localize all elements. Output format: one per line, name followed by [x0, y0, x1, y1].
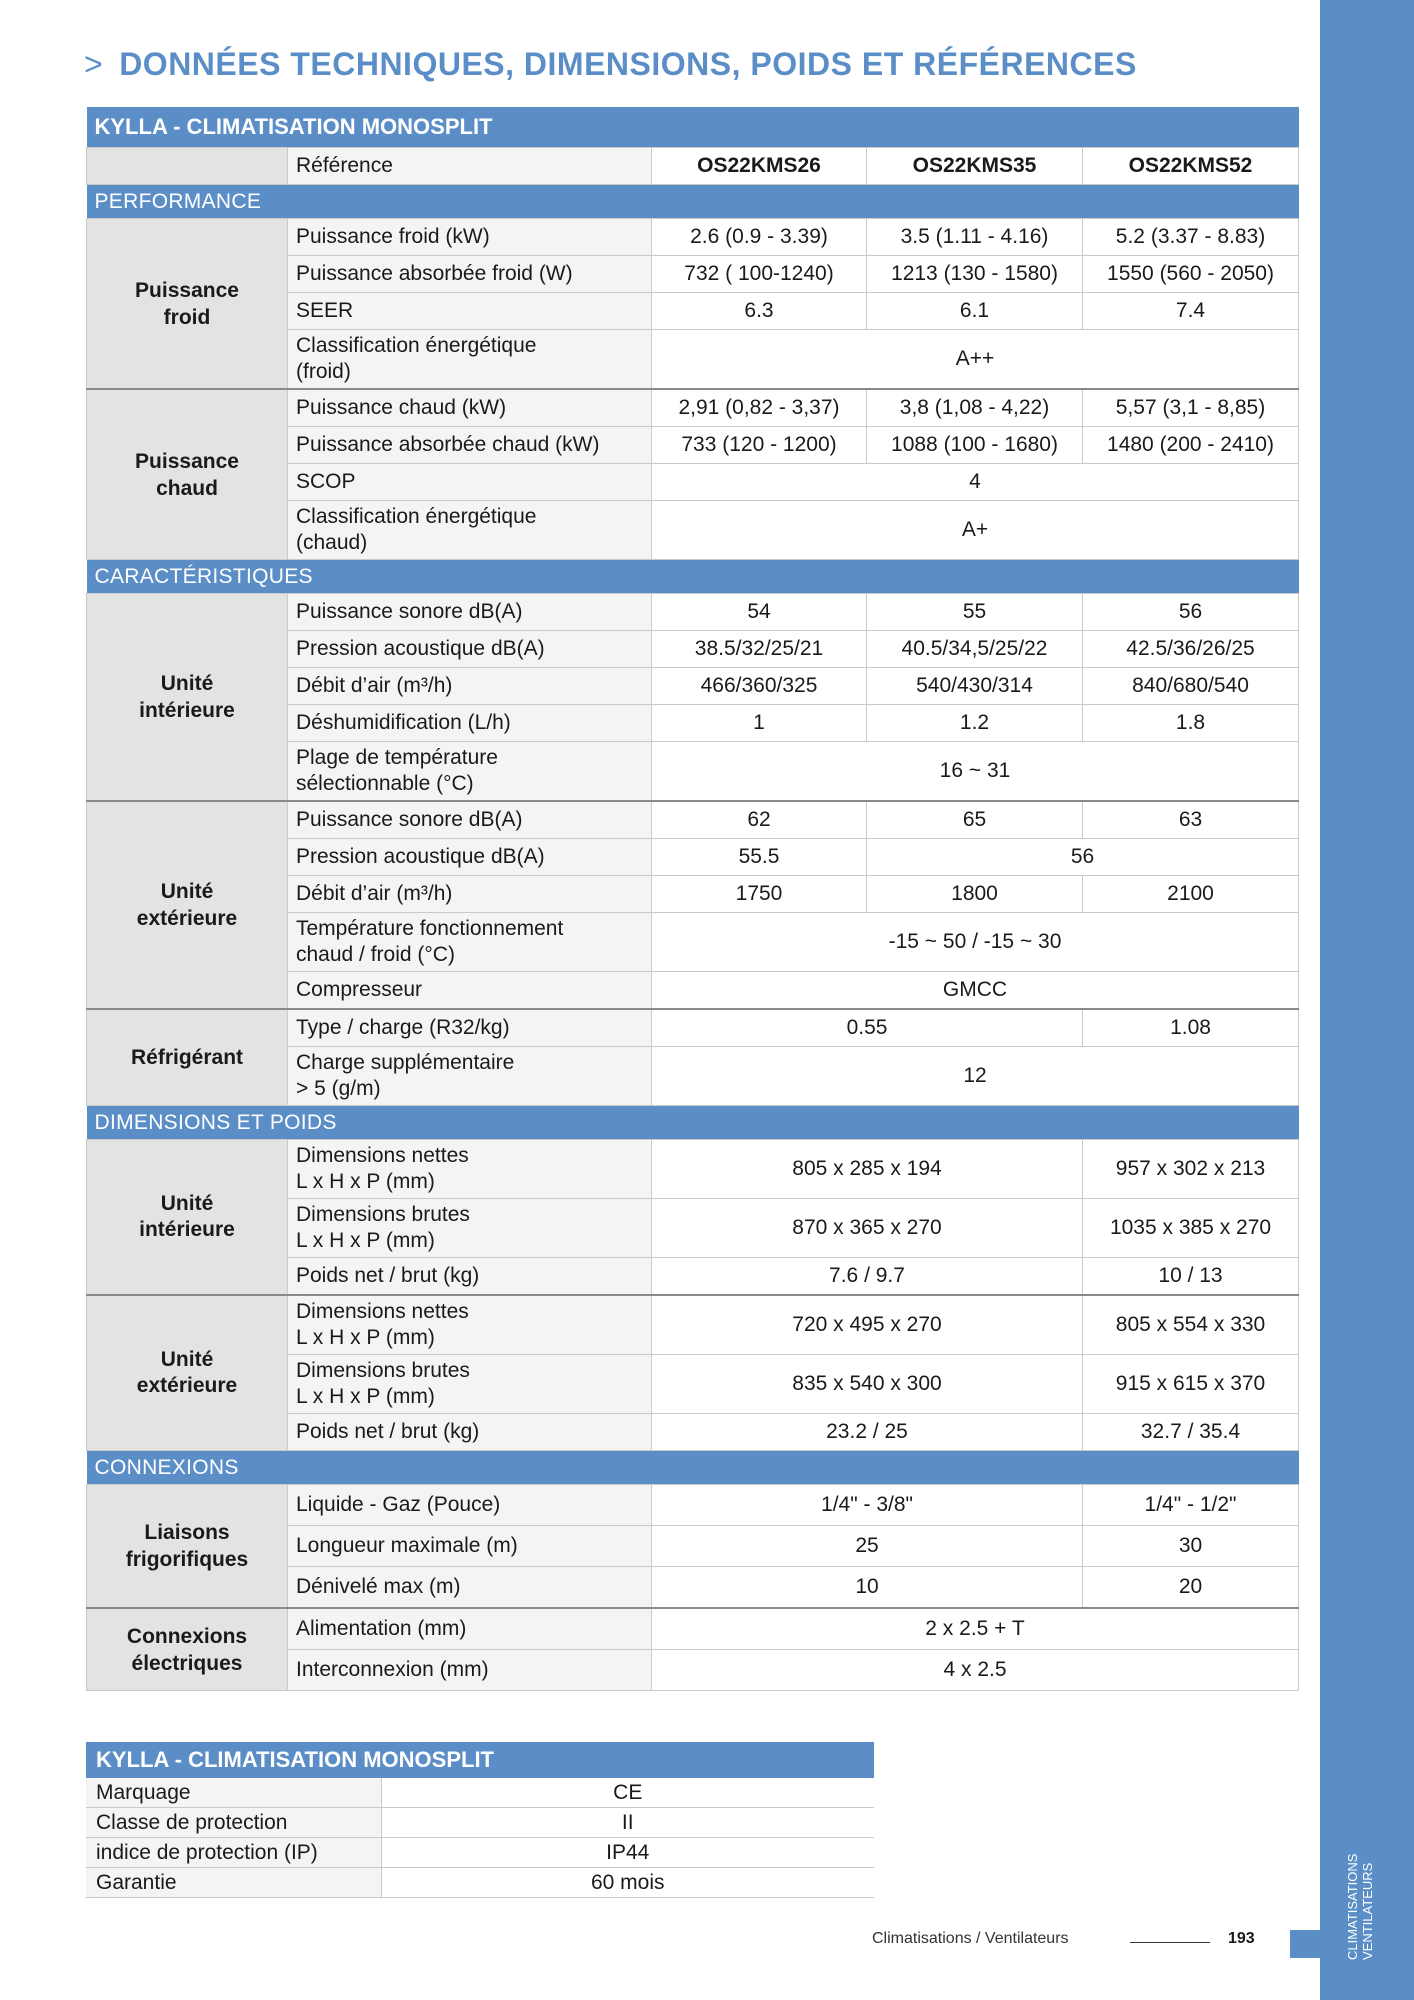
row-label: Débit d’air (m³/h)	[288, 876, 652, 913]
value-cell: 840/680/540	[1083, 668, 1299, 705]
row-label: Puissance chaud (kW)	[288, 389, 652, 427]
page-title	[84, 46, 1137, 83]
value-cell: 10	[652, 1567, 1083, 1609]
row-label: Poids net / brut (kg)	[288, 1258, 652, 1296]
group-label-text: Puissance chaud	[135, 449, 239, 500]
row-label: Charge supplémentaire > 5 (g/m)	[288, 1047, 652, 1106]
value-cell: 62	[652, 801, 867, 839]
chevron-right-icon: >	[84, 46, 104, 82]
value-cell: 1.08	[1083, 1009, 1299, 1047]
value-cell: 870 x 365 x 270	[652, 1199, 1083, 1258]
row-label: Dimensions brutes L x H x P (mm)	[288, 1199, 652, 1258]
row-label: Dimensions nettes L x H x P (mm)	[288, 1140, 652, 1199]
value-cell: 957 x 302 x 213	[1083, 1140, 1299, 1199]
row-label: Alimentation (mm)	[288, 1608, 652, 1650]
value-cell: 4	[652, 464, 1299, 501]
group-label	[87, 1009, 288, 1106]
value-cell: 55.5	[652, 839, 867, 876]
value-cell: 466/360/325	[652, 668, 867, 705]
value-cell: 1/4" - 3/8"	[652, 1485, 1083, 1526]
value-cell: 25	[652, 1526, 1083, 1567]
row-label: Puissance froid (kW)	[288, 219, 652, 256]
value-cell: 2.6 (0.9 - 3.39)	[652, 219, 867, 256]
value-cell: 54	[652, 594, 867, 631]
value-cell: -15 ~ 50 / -15 ~ 30	[652, 913, 1299, 972]
section-header-connexions: CONNEXIONS	[87, 1451, 1299, 1485]
value-cell: 1088 (100 - 1680)	[867, 427, 1083, 464]
value-cell: 4 x 2.5	[652, 1650, 1299, 1691]
value-cell: 7.4	[1083, 293, 1299, 330]
group-label	[87, 1295, 288, 1451]
value-cell: A+	[652, 501, 1299, 560]
value-cell: 1	[652, 705, 867, 742]
model-header: OS22KMS35	[867, 148, 1083, 185]
general-info-table	[86, 1742, 874, 1898]
side-label-ventilateurs: VENTILATEURS	[1360, 1862, 1375, 1960]
value-cell: 2100	[1083, 876, 1299, 913]
value-cell: 6.3	[652, 293, 867, 330]
row-label: Dénivelé max (m)	[288, 1567, 652, 1609]
value-cell: CE	[381, 1778, 874, 1808]
side-tab-marker	[1290, 1930, 1320, 1958]
section-header-caracteristiques: CARACTÉRISTIQUES	[87, 560, 1299, 594]
group-label	[87, 1140, 288, 1296]
value-cell: IP44	[381, 1838, 874, 1868]
model-header: OS22KMS26	[652, 148, 867, 185]
row-label: Longueur maximale (m)	[288, 1526, 652, 1567]
group-label	[87, 1608, 288, 1691]
value-cell: 16 ~ 31	[652, 742, 1299, 802]
row-label: SCOP	[288, 464, 652, 501]
value-cell: 733 (120 - 1200)	[652, 427, 867, 464]
value-cell: 1800	[867, 876, 1083, 913]
reference-label: Référence	[288, 148, 652, 185]
value-cell: 2 x 2.5 + T	[652, 1608, 1299, 1650]
row-label: Plage de température sélectionnable (°C)	[288, 742, 652, 802]
value-cell: 1035 x 385 x 270	[1083, 1199, 1299, 1258]
value-cell: 805 x 554 x 330	[1083, 1295, 1299, 1355]
row-label: Interconnexion (mm)	[288, 1650, 652, 1691]
row-label: Déshumidification (L/h)	[288, 705, 652, 742]
value-cell: 65	[867, 801, 1083, 839]
footer-divider	[1130, 1942, 1210, 1943]
row-label: Garantie	[86, 1868, 381, 1898]
group-label	[87, 1485, 288, 1609]
row-label: Puissance sonore dB(A)	[288, 594, 652, 631]
model-header: OS22KMS52	[1083, 148, 1299, 185]
row-label: Dimensions brutes L x H x P (mm)	[288, 1355, 652, 1414]
value-cell: 3.5 (1.11 - 4.16)	[867, 219, 1083, 256]
row-label: Dimensions nettes L x H x P (mm)	[288, 1295, 652, 1355]
row-label: Liquide - Gaz (Pouce)	[288, 1485, 652, 1526]
group-label	[87, 801, 288, 1009]
value-cell: 915 x 615 x 370	[1083, 1355, 1299, 1414]
value-cell: 2,91 (0,82 - 3,37)	[652, 389, 867, 427]
row-label: Classification énergétique (froid)	[288, 330, 652, 390]
value-cell: 30	[1083, 1526, 1299, 1567]
value-cell: 1/4" - 1/2"	[1083, 1485, 1299, 1526]
value-cell: A++	[652, 330, 1299, 390]
value-cell: 1750	[652, 876, 867, 913]
page-number: 193	[1228, 1930, 1255, 1947]
value-cell: 0.55	[652, 1009, 1083, 1047]
value-cell: 56	[867, 839, 1299, 876]
group-label	[87, 594, 288, 802]
value-cell: 7.6 / 9.7	[652, 1258, 1083, 1296]
value-cell: 835 x 540 x 300	[652, 1355, 1083, 1414]
row-label: Débit d’air (m³/h)	[288, 668, 652, 705]
footer-category: Climatisations / Ventilateurs	[872, 1930, 1069, 1947]
value-cell: 3,8 (1,08 - 4,22)	[867, 389, 1083, 427]
group-label-text: Liaisons frigorifiques	[125, 1521, 249, 1571]
table-title: KYLLA - CLIMATISATION MONOSPLIT	[86, 1742, 874, 1778]
value-cell: 40.5/34,5/25/22	[867, 631, 1083, 668]
group-label	[87, 389, 288, 560]
value-cell: GMCC	[652, 972, 1299, 1010]
row-label: Puissance sonore dB(A)	[288, 801, 652, 839]
value-cell: 20	[1083, 1567, 1299, 1609]
section-header-dimensions: DIMENSIONS ET POIDS	[87, 1106, 1299, 1140]
value-cell: 1480 (200 - 2410)	[1083, 427, 1299, 464]
row-label: Compresseur	[288, 972, 652, 1010]
value-cell: 805 x 285 x 194	[652, 1140, 1083, 1199]
side-category-label	[1345, 1840, 1385, 1960]
group-label-text: Connexions électriques	[126, 1624, 248, 1675]
corner-cell	[87, 148, 288, 185]
row-label: Type / charge (R32/kg)	[288, 1009, 652, 1047]
page-title-text: DONNÉES TECHNIQUES, DIMENSIONS, POIDS ET RÉFÉRENCES	[119, 46, 1137, 82]
value-cell: 5,57 (3,1 - 8,85)	[1083, 389, 1299, 427]
group-label-text: Unité intérieure	[139, 1192, 235, 1241]
side-label-climatisations: CLIMATISATIONS	[1345, 1853, 1360, 1960]
value-cell: 55	[867, 594, 1083, 631]
row-label: Température fonctionnement chaud / froid (°C)	[288, 913, 652, 972]
group-label	[87, 219, 288, 390]
value-cell: 63	[1083, 801, 1299, 839]
value-cell: 10 / 13	[1083, 1258, 1299, 1296]
value-cell: II	[381, 1808, 874, 1838]
row-label: Poids net / brut (kg)	[288, 1414, 652, 1451]
value-cell: 60 mois	[381, 1868, 874, 1898]
section-header-performance: PERFORMANCE	[87, 185, 1299, 219]
technical-data-table	[86, 107, 1299, 1691]
row-label: SEER	[288, 293, 652, 330]
row-label: Pression acoustique dB(A)	[288, 839, 652, 876]
value-cell: 42.5/36/26/25	[1083, 631, 1299, 668]
value-cell: 56	[1083, 594, 1299, 631]
value-cell: 23.2 / 25	[652, 1414, 1083, 1451]
value-cell: 1.2	[867, 705, 1083, 742]
value-cell: 1.8	[1083, 705, 1299, 742]
side-band	[1320, 0, 1414, 2000]
row-label: indice de protection (IP)	[86, 1838, 381, 1868]
value-cell: 720 x 495 x 270	[652, 1295, 1083, 1355]
value-cell: 6.1	[867, 293, 1083, 330]
value-cell: 732 ( 100-1240)	[652, 256, 867, 293]
row-label: Classification énergétique (chaud)	[288, 501, 652, 560]
group-label-text: Unité extérieure	[136, 880, 238, 930]
value-cell: 1550 (560 - 2050)	[1083, 256, 1299, 293]
row-label: Puissance absorbée froid (W)	[288, 256, 652, 293]
value-cell: 38.5/32/25/21	[652, 631, 867, 668]
value-cell: 1213 (130 - 1580)	[867, 256, 1083, 293]
row-label: Classe de protection	[86, 1808, 381, 1838]
group-label-text: Unité intérieure	[139, 672, 235, 722]
value-cell: 32.7 / 35.4	[1083, 1414, 1299, 1451]
group-label-text: Puissance froid	[135, 278, 239, 329]
row-label: Pression acoustique dB(A)	[288, 631, 652, 668]
group-label-text: Réfrigérant	[130, 1046, 244, 1069]
row-label: Puissance absorbée chaud (kW)	[288, 427, 652, 464]
row-label: Marquage	[86, 1778, 381, 1808]
value-cell: 5.2 (3.37 - 8.83)	[1083, 219, 1299, 256]
value-cell: 12	[652, 1047, 1299, 1106]
value-cell: 540/430/314	[867, 668, 1083, 705]
group-label-text: Unité extérieure	[136, 1348, 238, 1397]
table-title: KYLLA - CLIMATISATION MONOSPLIT	[87, 107, 1299, 148]
